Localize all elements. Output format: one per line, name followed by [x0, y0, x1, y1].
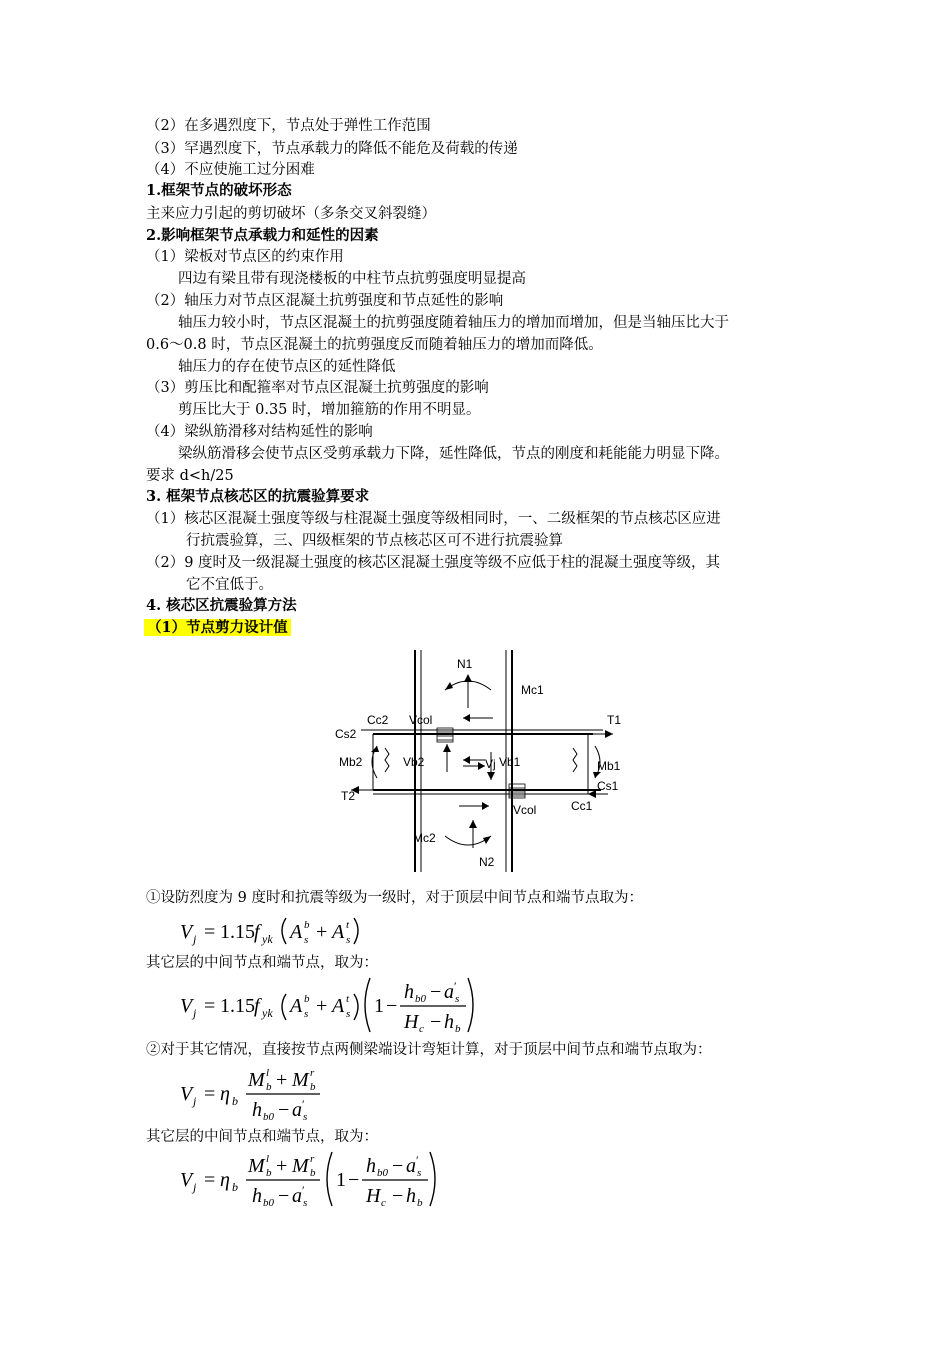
label-vcol-top: Vcol	[409, 713, 433, 727]
text-line: 它不宜低于。	[186, 577, 273, 593]
label-vj: Vj	[485, 757, 496, 771]
label-mb2: Mb2	[339, 755, 363, 769]
eq3-equals: =	[204, 1083, 216, 1105]
text-line: 其它层的中间节点和端节点，取为：	[146, 955, 378, 971]
eq4-s2: s	[417, 1167, 422, 1179]
eq2-one: 1	[374, 995, 384, 1017]
eq2-minus2: −	[430, 981, 442, 1003]
text-line: 四边有梁且带有现浇楼板的中柱节点抗剪强度明显提高	[178, 271, 526, 287]
eq1-v: V	[180, 921, 193, 943]
text-line: 轴压力的存在使节点区的延性降低	[178, 359, 396, 375]
label-mc2: Mc2	[413, 831, 436, 845]
eq1-b-sup: b	[304, 919, 310, 931]
eq1-s-sub2: s	[346, 934, 351, 946]
eq1-plus: +	[316, 921, 328, 943]
eq4-a2: a	[406, 1155, 416, 1177]
label-t1: T1	[607, 713, 622, 727]
eq1-equals: =	[204, 921, 216, 943]
eq3-eta-b: b	[232, 1094, 238, 1108]
eq4-plus: +	[276, 1155, 288, 1177]
eq1-t-sup: t	[346, 919, 350, 931]
equation-4	[178, 1148, 458, 1214]
text-line: （3）罕遇烈度下，节点承载力的降低不能危及荷载的传递	[146, 141, 518, 157]
eq3-m1: M	[248, 1069, 265, 1091]
text-line: （4）不应使施工过分困难	[146, 162, 315, 178]
label-n2: N2	[479, 855, 495, 869]
eq3-j: j	[193, 1094, 197, 1108]
eq1-yk: yk	[262, 932, 273, 946]
eq2-j: j	[193, 1006, 197, 1020]
eq3-b1: b	[266, 1081, 272, 1093]
eq2-c: c	[419, 1023, 424, 1035]
label-vb2: Vb2	[403, 755, 425, 769]
eq3-eta: η	[220, 1083, 230, 1105]
eq4-b2: b	[310, 1167, 316, 1179]
eq4-eta: η	[220, 1169, 230, 1191]
text-line: 0.6～0.8 时，节点区混凝土的抗剪强度反而随着轴压力的增加而降低。	[146, 337, 603, 353]
eq4-a: a	[292, 1185, 302, 1207]
eq3-h: h	[252, 1099, 262, 1121]
section-heading: 3. 框架节点核芯区的抗震验算要求	[146, 488, 370, 505]
eq2-H: H	[404, 1011, 419, 1033]
eq4-equals: =	[204, 1169, 216, 1191]
label-cc2: Cc2	[367, 713, 389, 727]
eq4-l: l	[266, 1153, 270, 1165]
eq4-v: V	[180, 1169, 193, 1191]
eq4-minus4: −	[392, 1185, 404, 1207]
eq1-coef: 1.15	[220, 921, 255, 943]
label-n1: N1	[457, 657, 473, 671]
text-line: 剪压比大于 0.35 时，增加箍筋的作用不明显。	[178, 402, 481, 418]
eq4-h2: h	[366, 1155, 376, 1177]
eq2-equals: =	[204, 995, 216, 1017]
eq2-prime: ′	[454, 979, 457, 993]
eq4-c: c	[381, 1197, 386, 1209]
highlight-mark: （1）节点剪力设计值	[144, 619, 291, 636]
eq2-coef: 1.15	[220, 995, 255, 1017]
eq2-plus: +	[316, 995, 328, 1017]
eq1-s-sub: s	[304, 934, 309, 946]
eq4-h: h	[252, 1185, 262, 1207]
label-vb1: Vb1	[499, 755, 521, 769]
eq2-s-sub2: s	[346, 1008, 351, 1020]
text-line: ②对于其它情况，直接按节点两侧梁端设计弯矩计算，对于顶层中间节点和端节点取为：	[146, 1042, 712, 1058]
text-line: ①设防烈度为 9 度时和抗震等级为一级时，对于顶层中间节点和端节点取为：	[146, 890, 643, 906]
label-mb1: Mb1	[597, 759, 621, 773]
eq3-m2: M	[292, 1069, 309, 1091]
eq4-b0: b0	[263, 1197, 274, 1209]
equation-3	[178, 1062, 358, 1128]
text-line: （2）9 度时及一级混凝土强度的核芯区混凝土强度等级不应低于柱的混凝土强度等级，其	[146, 555, 721, 571]
eq2-b-den: b	[455, 1023, 461, 1035]
text-line: 轴压力较小时，节点区混凝土的抗剪强度随着轴压力的增加而增加，但是当轴压比大于	[178, 315, 729, 331]
eq4-m2: M	[292, 1155, 309, 1177]
text-line: 主来应力引起的剪切破坏（多条交叉斜裂缝）	[146, 206, 436, 222]
eq4-prime: ′	[302, 1183, 305, 1197]
eq3-s: s	[303, 1111, 308, 1123]
eq4-prime2: ′	[416, 1153, 419, 1167]
eq3-r: r	[310, 1067, 315, 1079]
eq2-h-den: h	[444, 1011, 454, 1033]
eq1-j: j	[193, 932, 197, 946]
eq2-v: V	[180, 995, 193, 1017]
text-line: 要求 d<h/25	[146, 468, 234, 484]
eq1-f: f	[254, 921, 260, 943]
equation-2	[178, 974, 488, 1040]
eq3-a: a	[292, 1099, 302, 1121]
eq2-s-sub: s	[304, 1008, 309, 1020]
eq4-eta-b: b	[232, 1180, 238, 1194]
eq3-b2: b	[310, 1081, 316, 1093]
text-line: （3）剪压比和配箍率对节点区混凝土抗剪强度的影响	[146, 380, 489, 396]
text-line: （1）梁板对节点区的约束作用	[146, 249, 344, 265]
text-line: 其它层的中间节点和端节点，取为：	[146, 1129, 378, 1145]
eq4-minus2: −	[348, 1169, 360, 1191]
eq4-j: j	[193, 1180, 197, 1194]
eq4-b3: b	[417, 1197, 423, 1209]
eq2-t-sup: t	[346, 993, 350, 1005]
text-line: （1）核芯区混凝土强度等级与柱混凝土强度等级相同时，一、二级框架的节点核芯区应进	[146, 511, 721, 527]
text-line: （2）在多遇烈度下，节点处于弹性工作范围	[146, 118, 431, 134]
eq3-b0: b0	[263, 1111, 274, 1123]
eq4-h3: h	[406, 1185, 416, 1207]
eq2-minus: −	[386, 995, 398, 1017]
highlighted-heading	[144, 618, 291, 638]
eq1-a1: A	[290, 921, 303, 943]
eq4-minus3: −	[392, 1155, 404, 1177]
label-t2: T2	[341, 789, 356, 803]
eq4-minus: −	[278, 1185, 290, 1207]
eq2-a1: A	[290, 995, 303, 1017]
text-line: （4）梁纵筋滑移对结构延性的影响	[146, 424, 373, 440]
text-line: 梁纵筋滑移会使节点区受剪承载力下降，延性降低，节点的刚度和耗能能力明显下降。	[178, 446, 729, 462]
eq2-s3: s	[455, 993, 460, 1005]
label-vcol-bottom: Vcol	[513, 803, 537, 817]
eq2-a: a	[444, 981, 454, 1003]
eq3-l: l	[266, 1067, 270, 1079]
eq4-one: 1	[336, 1169, 346, 1191]
eq2-minus3: −	[430, 1011, 442, 1033]
eq2-yk: yk	[262, 1006, 273, 1020]
joint-force-diagram	[333, 648, 625, 874]
text-line: 行抗震验算，三、四级框架的节点核芯区可不进行抗震验算	[186, 533, 563, 549]
eq3-minus: −	[278, 1099, 290, 1121]
label-cs2: Cs2	[335, 727, 357, 741]
eq4-r: r	[310, 1153, 315, 1165]
eq3-plus: +	[276, 1069, 288, 1091]
equation-1	[178, 910, 398, 954]
label-cs1: Cs1	[597, 779, 619, 793]
eq3-prime: ′	[302, 1097, 305, 1111]
label-cc1: Cc1	[571, 799, 593, 813]
eq4-m1: M	[248, 1155, 265, 1177]
eq3-v: V	[180, 1083, 193, 1105]
eq4-s: s	[303, 1197, 308, 1209]
eq1-a2: A	[332, 921, 345, 943]
section-heading: 1.框架节点的破坏形态	[146, 182, 292, 199]
eq2-a2: A	[332, 995, 345, 1017]
eq2-f: f	[254, 995, 260, 1017]
section-heading: 2.影响框架节点承载力和延性的因素	[146, 227, 379, 244]
eq4-b1: b	[266, 1167, 272, 1179]
eq4-b0-2: b0	[377, 1167, 388, 1179]
section-heading: 4. 核芯区抗震验算方法	[146, 597, 297, 614]
label-mc1: Mc1	[521, 683, 544, 697]
eq2-b0: b0	[415, 993, 426, 1005]
eq2-b-sup: b	[304, 993, 310, 1005]
eq4-H: H	[366, 1185, 381, 1207]
eq2-h-num: h	[404, 981, 414, 1003]
text-line: （2）轴压力对节点区混凝土抗剪强度和节点延性的影响	[146, 293, 504, 309]
